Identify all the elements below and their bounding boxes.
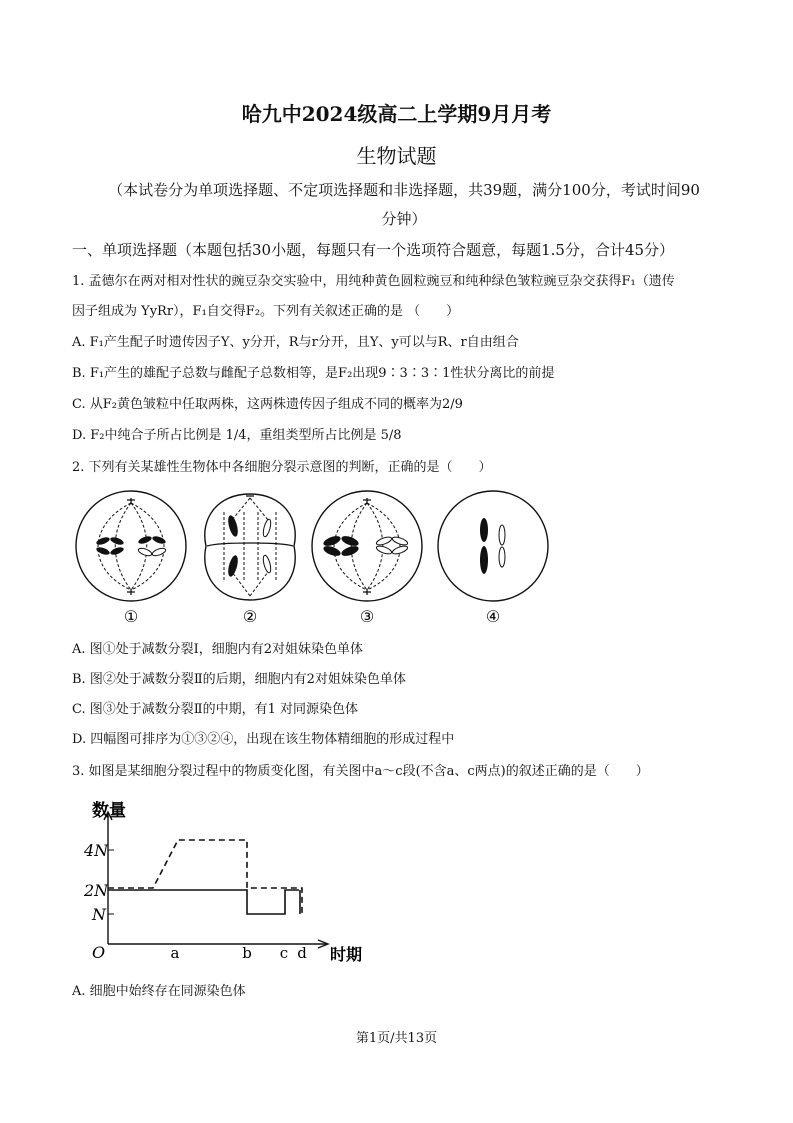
figure-label-2: ② bbox=[242, 607, 258, 626]
exam-note-line1: （本试卷分为单项选择题、不定项选择题和非选择题，共39题，满分100分，考试时间90 bbox=[108, 181, 700, 199]
figure-label-3: ③ bbox=[359, 607, 375, 626]
q2-option-a: A. 图①处于减数分裂Ⅰ，细胞内有2对姐妹染色单体 bbox=[72, 642, 364, 657]
exam-note-line2: 分钟） bbox=[381, 210, 427, 228]
q2-option-b: B. 图②处于减数分裂Ⅱ的后期，细胞内有2对姐妹染色单体 bbox=[72, 672, 406, 687]
section-heading: 一、单项选择题（本题包括30小题，每题只有一个选项符合题意，每题1.5分，合计45分） bbox=[72, 241, 675, 259]
dashed-curve bbox=[108, 840, 302, 914]
y-tick-2n: 2N bbox=[84, 881, 109, 900]
q2-stem: 2. 下列有关某雄性生物体中各细胞分裂示意图的判断，正确的是（ ） bbox=[72, 460, 492, 475]
x-tick-d: d bbox=[297, 944, 307, 962]
q1-option-b: B. F₁产生的雄配子总数与雌配子总数相等，是F₂出现9∶3∶3∶1性状分离比的前提 bbox=[72, 366, 555, 381]
exam-note bbox=[90, 176, 718, 234]
y-axis-label: 数量 bbox=[92, 801, 126, 821]
x-axis-label: 时期 bbox=[330, 945, 363, 964]
cell-diagram-3 bbox=[312, 491, 422, 601]
exam-title: 哈九中2024级高二上学期9月月考 bbox=[241, 102, 552, 126]
q1-option-d: D. F₂中纯合子所占比例是 1/4，重组类型所占比例是 5/8 bbox=[72, 428, 402, 443]
figure-label-1: ① bbox=[123, 607, 139, 626]
q2-option-c: C. 图③处于减数分裂Ⅱ的中期，有1 对同源染色体 bbox=[72, 702, 358, 717]
q3-stem: 3. 如图是某细胞分裂过程中的物质变化图，有关图中a～c段(不含a、c两点)的叙述正确的是（ ） bbox=[72, 764, 649, 779]
q1-stem-line1: 1. 孟德尔在两对相对性状的豌豆杂交实验中，用纯种黄色圆粒豌豆和纯种绿色皱粒豌豆杂交获得F₁（遗传 bbox=[72, 274, 675, 289]
q3-option-a: A. 细胞中始终存在同源染色体 bbox=[72, 984, 246, 999]
q1-option-a: A. F₁产生配子时遗传因子Y、y分开，R与r分开，且Y、y可以与R、r自由组合 bbox=[72, 335, 519, 350]
q1-stem-line2: 因子组成为 YyRr），F₁自交得F₂。下列有关叙述正确的是 （ ） bbox=[72, 304, 460, 319]
exam-subtitle: 生物试题 bbox=[356, 144, 437, 168]
q1-option-c: C. 从F₂黄色皱粒中任取两株，这两株遗传因子组成不同的概率为2/9 bbox=[72, 397, 463, 412]
y-tick-n: N bbox=[92, 905, 106, 924]
cell-diagram-4 bbox=[438, 491, 548, 601]
page-footer: 第1页/共13页 bbox=[355, 1031, 438, 1046]
solid-curve bbox=[108, 890, 299, 914]
y-tick-4n: 4N bbox=[84, 841, 109, 860]
q2-option-d: D. 四幅图可排序为①③②④，出现在该生物体精细胞的形成过程中 bbox=[72, 732, 455, 747]
cell-division-figure bbox=[72, 490, 562, 630]
x-tick-a: a bbox=[170, 944, 180, 962]
x-tick-b: b bbox=[242, 944, 252, 962]
origin-label: O bbox=[92, 943, 106, 962]
x-tick-c: c bbox=[279, 944, 289, 962]
cell-diagram-1 bbox=[76, 491, 186, 601]
substance-change-graph bbox=[78, 796, 378, 968]
cell-diagram-2 bbox=[205, 494, 295, 600]
figure-label-4: ④ bbox=[485, 607, 501, 626]
